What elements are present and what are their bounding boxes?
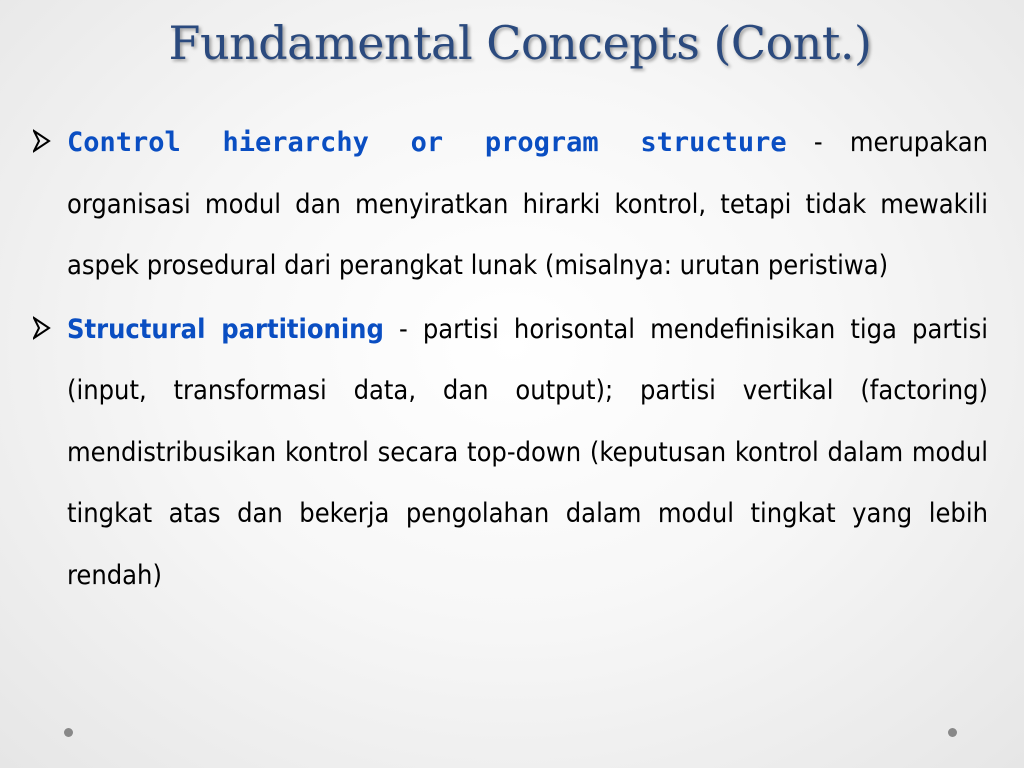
bullet-description: - merupakan organisasi modul dan menyiratkan hirarki kontrol, tetapi tidak mewakili aspek prosedural dari perangkat lunak (misalnya: urutan peristiwa) — [67, 127, 988, 281]
bullet-text — [67, 112, 988, 297]
bullet-description: - partisi horisontal mendefinisikan tiga partisi (input, transformasi data, dan output); partisi vertikal (factoring) mendistribusikan kontrol secara top-down (keputusan kontrol dalam modul tingkat atas dan bekerja pengolahan dalam modul tingkat yang lebih rendah) — [67, 313, 988, 591]
arrow-bullet-icon — [33, 316, 51, 340]
bullet-text — [67, 299, 988, 607]
list-item — [0, 299, 1024, 607]
bullet-list — [0, 112, 1024, 608]
bullet-term: Control hierarchy or program structure — [67, 127, 787, 158]
decorative-dot-left — [64, 728, 73, 737]
arrow-bullet-icon — [33, 129, 51, 153]
list-item — [0, 112, 1024, 297]
page-title: Fundamental Concepts (Cont.) — [168, 16, 872, 70]
bullet-term: Structural partitioning — [67, 313, 384, 345]
decorative-dot-right — [948, 728, 957, 737]
